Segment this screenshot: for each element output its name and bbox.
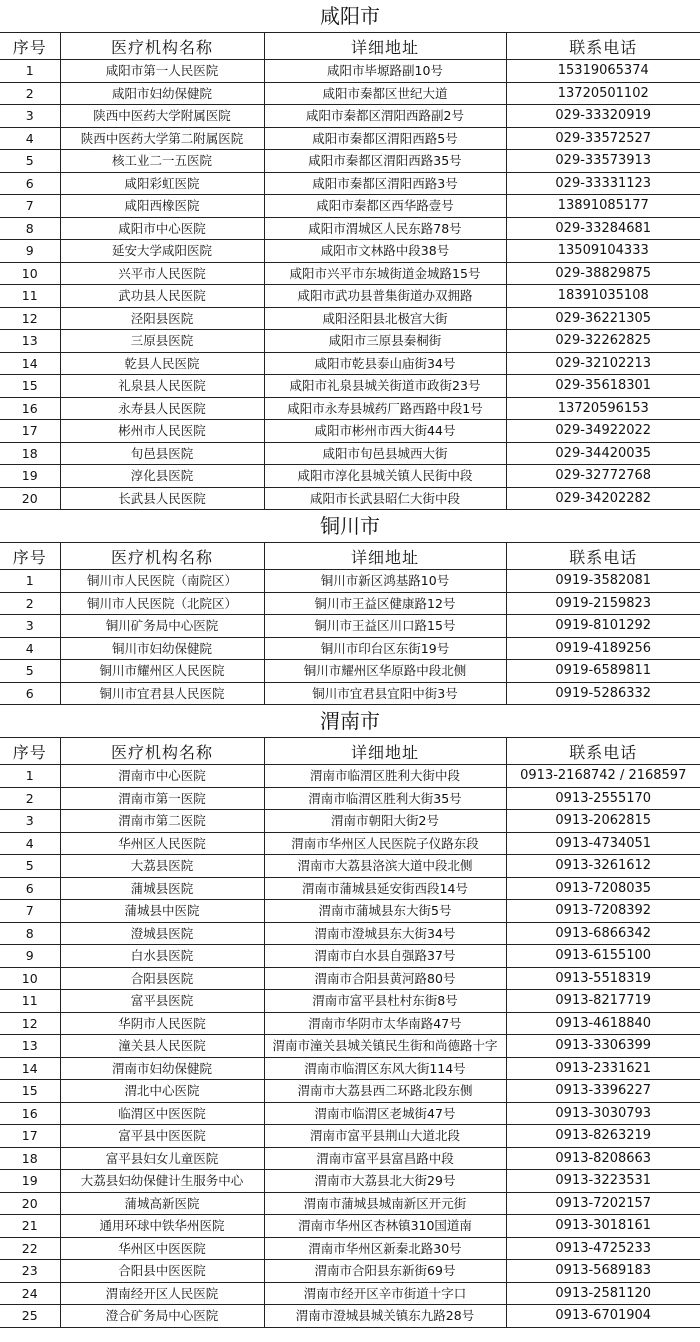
table-row [0,1057,700,1080]
cell-tel: 029-33284681 [506,217,700,240]
cell-tel: 029-34922022 [506,420,700,443]
cell-addr: 渭南市临渭区老城街47号 [264,1102,506,1125]
cell-name: 咸阳市中心医院 [60,217,264,240]
cell-tel: 13509104333 [506,240,700,263]
cell-name: 长武县人民医院 [60,487,264,510]
cell-no: 20 [0,487,60,510]
table-row [0,1012,700,1035]
table-row [0,127,700,150]
cell-no: 7 [0,195,60,218]
cell-tel: 0913-7208035 [506,877,700,900]
cell-name: 渭南市第二医院 [60,810,264,833]
cell-name: 渭北中心医院 [60,1080,264,1103]
hospital-table [0,543,700,705]
cell-name: 渭南市第一医院 [60,787,264,810]
table-row [0,60,700,83]
cell-tel: 029-33573913 [506,150,700,173]
cell-addr: 咸阳市永寿县城药厂路西路中段1号 [264,397,506,420]
cell-addr: 咸阳市彬州市西大街44号 [264,420,506,443]
cell-addr: 渭南市蒲城县东大街5号 [264,900,506,923]
header-row [0,738,700,765]
cell-name: 铜川市人民医院（南院区） [60,570,264,593]
cell-tel: 0913-2555170 [506,787,700,810]
column-header-no: 序号 [0,738,60,765]
cell-name: 泾阳县医院 [60,307,264,330]
cell-tel: 0913-3396227 [506,1080,700,1103]
cell-tel: 0913-8208663 [506,1147,700,1170]
cell-addr: 咸阳市秦都区渭阳西路35号 [264,150,506,173]
table-row [0,1035,700,1058]
cell-no: 17 [0,420,60,443]
cell-name: 渭南经开区人民医院 [60,1282,264,1305]
cell-addr: 渭南市华阴市太华南路47号 [264,1012,506,1035]
cell-no: 10 [0,262,60,285]
cell-tel: 029-32262825 [506,330,700,353]
cell-tel: 0913-7202157 [506,1192,700,1215]
cell-no: 2 [0,592,60,615]
column-header-tel: 联系电话 [506,33,700,60]
cell-name: 白水县医院 [60,945,264,968]
cell-addr: 咸阳市淳化县城关镇人民街中段 [264,465,506,488]
cell-no: 4 [0,637,60,660]
cell-addr: 渭南市朝阳大街2号 [264,810,506,833]
cell-tel: 029-34420035 [506,442,700,465]
cell-addr: 铜川市印台区东街19号 [264,637,506,660]
column-header-no: 序号 [0,543,60,570]
table-row [0,82,700,105]
cell-name: 合阳县医院 [60,967,264,990]
table-row [0,1282,700,1305]
cell-tel: 0913-6155100 [506,945,700,968]
column-header-addr: 详细地址 [264,33,506,60]
cell-no: 24 [0,1282,60,1305]
table-row [0,810,700,833]
cell-tel: 18391035108 [506,285,700,308]
cell-tel: 13720501102 [506,82,700,105]
cell-tel: 13891085177 [506,195,700,218]
cell-no: 14 [0,1057,60,1080]
table-row [0,967,700,990]
cell-name: 永寿县人民医院 [60,397,264,420]
cell-name: 大荔县妇幼保健计生服务中心 [60,1170,264,1193]
table-row [0,217,700,240]
table-row [0,285,700,308]
cell-tel: 0913-4618840 [506,1012,700,1035]
cell-no: 8 [0,922,60,945]
cell-no: 20 [0,1192,60,1215]
cell-addr: 渭南市华州区人民医院子仪路东段 [264,832,506,855]
table-row [0,855,700,878]
table-row [0,1260,700,1283]
table-row [0,1125,700,1148]
table-row [0,420,700,443]
column-header-addr: 详细地址 [264,543,506,570]
table-row [0,262,700,285]
cell-tel: 0919-4189256 [506,637,700,660]
table-row [0,682,700,705]
cell-addr: 咸阳市秦都区渭阳西路5号 [264,127,506,150]
cell-tel: 0913-3261612 [506,855,700,878]
cell-no: 1 [0,570,60,593]
header-row [0,543,700,570]
cell-tel: 0913-3030793 [506,1102,700,1125]
cell-name: 澄合矿务局中心医院 [60,1305,264,1328]
cell-name: 乾县人民医院 [60,352,264,375]
table-row [0,877,700,900]
cell-name: 淳化县医院 [60,465,264,488]
cell-no: 3 [0,615,60,638]
cell-no: 18 [0,442,60,465]
cell-name: 铜川矿务局中心医院 [60,615,264,638]
cell-addr: 铜川市王益区健康路12号 [264,592,506,615]
table-row [0,105,700,128]
table-row [0,660,700,683]
cell-tel: 0913-8263219 [506,1125,700,1148]
cell-addr: 咸阳市秦都区西华路壹号 [264,195,506,218]
cell-addr: 渭南市大荔县北大街29号 [264,1170,506,1193]
column-header-name: 医疗机构名称 [60,33,264,60]
cell-no: 13 [0,1035,60,1058]
cell-no: 16 [0,1102,60,1125]
cell-name: 延安大学咸阳医院 [60,240,264,263]
cell-name: 富平县中医医院 [60,1125,264,1148]
cell-no: 11 [0,285,60,308]
cell-no: 4 [0,832,60,855]
table-row [0,900,700,923]
cell-name: 富平县医院 [60,990,264,1013]
cell-addr: 铜川市耀州区华原路中段北侧 [264,660,506,683]
cell-tel: 0913-8217719 [506,990,700,1013]
cell-addr: 咸阳市三原县秦桐街 [264,330,506,353]
cell-name: 通用环球中铁华州医院 [60,1215,264,1238]
table-row [0,1170,700,1193]
cell-name: 华州区人民医院 [60,832,264,855]
cell-tel: 15319065374 [506,60,700,83]
cell-addr: 渭南市临渭区胜利大街中段 [264,765,506,788]
hospital-table [0,738,700,1328]
cell-no: 15 [0,375,60,398]
table-row [0,615,700,638]
city-section [0,705,700,1328]
cell-tel: 13720596153 [506,397,700,420]
cell-name: 蒲城县中医院 [60,900,264,923]
cell-addr: 渭南市蒲城县城南新区开元街 [264,1192,506,1215]
cell-addr: 咸阳市乾县泰山庙街34号 [264,352,506,375]
cell-name: 铜川市人民医院（北院区） [60,592,264,615]
cell-name: 核工业二一五医院 [60,150,264,173]
cell-addr: 渭南市合阳县东新街69号 [264,1260,506,1283]
cell-no: 7 [0,900,60,923]
cell-no: 18 [0,1147,60,1170]
cell-name: 武功县人民医院 [60,285,264,308]
cell-addr: 渭南市华州区杏林镇310国道南 [264,1215,506,1238]
cell-no: 9 [0,240,60,263]
cell-tel: 029-33572527 [506,127,700,150]
cell-tel: 029-34202282 [506,487,700,510]
cell-tel: 029-33320919 [506,105,700,128]
cell-name: 兴平市人民医院 [60,262,264,285]
table-row [0,1192,700,1215]
cell-tel: 0913-5518319 [506,967,700,990]
cell-no: 21 [0,1215,60,1238]
cell-tel: 0913-5689183 [506,1260,700,1283]
table-row [0,195,700,218]
cell-tel: 029-35618301 [506,375,700,398]
table-row [0,465,700,488]
cell-tel: 029-33331123 [506,172,700,195]
table-row [0,922,700,945]
cell-name: 三原县医院 [60,330,264,353]
cell-name: 富平县妇女儿童医院 [60,1147,264,1170]
table-row [0,1237,700,1260]
cell-name: 铜川市耀州区人民医院 [60,660,264,683]
cell-addr: 渭南市大荔县洛滨大道中段北侧 [264,855,506,878]
cell-tel: 0919-5286332 [506,682,700,705]
table-row [0,397,700,420]
cell-no: 19 [0,465,60,488]
cell-addr: 渭南市临渭区东风大街114号 [264,1057,506,1080]
cell-no: 5 [0,855,60,878]
cell-addr: 咸阳市秦都区渭阳西路副2号 [264,105,506,128]
cell-name: 铜川市妇幼保健院 [60,637,264,660]
cell-no: 1 [0,765,60,788]
cell-no: 15 [0,1080,60,1103]
table-row [0,172,700,195]
cell-addr: 渭南市澄城县东大街34号 [264,922,506,945]
cell-addr: 渭南市澄城县城关镇东九路28号 [264,1305,506,1328]
cell-no: 17 [0,1125,60,1148]
cell-addr: 渭南市富平县荆山大道北段 [264,1125,506,1148]
cell-addr: 渭南市华州区新秦北路30号 [264,1237,506,1260]
cell-no: 11 [0,990,60,1013]
cell-addr: 铜川市宜君县宜阳中街3号 [264,682,506,705]
cell-addr: 渭南市富平县杜村东街8号 [264,990,506,1013]
cell-no: 16 [0,397,60,420]
cell-addr: 咸阳市秦都区渭阳西路3号 [264,172,506,195]
cell-tel: 0913-4734051 [506,832,700,855]
table-row [0,150,700,173]
cell-no: 3 [0,105,60,128]
cell-addr: 铜川市新区鸿基路10号 [264,570,506,593]
column-header-name: 医疗机构名称 [60,543,264,570]
cell-no: 5 [0,150,60,173]
cell-no: 25 [0,1305,60,1328]
cell-no: 2 [0,82,60,105]
table-row [0,832,700,855]
cell-tel: 0913-3306399 [506,1035,700,1058]
table-row [0,637,700,660]
cell-tel: 0913-2331621 [506,1057,700,1080]
table-row [0,592,700,615]
table-row [0,307,700,330]
cell-name: 咸阳西橡医院 [60,195,264,218]
table-row [0,787,700,810]
table-row [0,330,700,353]
city-section [0,0,700,510]
cell-no: 23 [0,1260,60,1283]
cell-name: 合阳县中医医院 [60,1260,264,1283]
table-row [0,240,700,263]
cell-addr: 咸阳市毕塬路副10号 [264,60,506,83]
cell-addr: 渭南市经开区辛市街道十字口 [264,1282,506,1305]
cell-addr: 渭南市潼关县城关镇民生街和尚德路十字 [264,1035,506,1058]
cell-name: 旬邑县医院 [60,442,264,465]
cell-no: 3 [0,810,60,833]
table-row [0,570,700,593]
cell-name: 潼关县人民医院 [60,1035,264,1058]
table-row [0,1305,700,1328]
cell-tel: 0913-2062815 [506,810,700,833]
hospital-table [0,33,700,510]
cell-addr: 渭南市富平县富昌路中段 [264,1147,506,1170]
cell-tel: 0913-4725233 [506,1237,700,1260]
cell-name: 临渭区中医医院 [60,1102,264,1125]
cell-tel: 029-36221305 [506,307,700,330]
cell-name: 华州区中医医院 [60,1237,264,1260]
column-header-tel: 联系电话 [506,738,700,765]
header-row [0,33,700,60]
cell-name: 华阴市人民医院 [60,1012,264,1035]
cell-tel: 0913-3018161 [506,1215,700,1238]
cell-addr: 渭南市大荔县西二环路北段东侧 [264,1080,506,1103]
cell-name: 澄城县医院 [60,922,264,945]
cell-addr: 渭南市合阳县黄河路80号 [264,967,506,990]
cell-no: 12 [0,307,60,330]
cell-addr: 咸阳市秦都区世纪大道 [264,82,506,105]
cell-tel: 029-32772768 [506,465,700,488]
cell-name: 彬州市人民医院 [60,420,264,443]
cell-no: 12 [0,1012,60,1035]
cell-no: 19 [0,1170,60,1193]
cell-no: 1 [0,60,60,83]
cell-no: 14 [0,352,60,375]
table-row [0,990,700,1013]
cell-name: 咸阳市第一人民医院 [60,60,264,83]
cell-addr: 咸阳市渭城区人民东路78号 [264,217,506,240]
table-row [0,375,700,398]
cell-addr: 咸阳泾阳县北极宫大街 [264,307,506,330]
city-section [0,510,700,705]
cell-addr: 渭南市临渭区胜利大街35号 [264,787,506,810]
cell-name: 大荔县医院 [60,855,264,878]
column-header-tel: 联系电话 [506,543,700,570]
section-title: 咸阳市 [0,0,700,33]
cell-no: 10 [0,967,60,990]
cell-no: 8 [0,217,60,240]
cell-no: 2 [0,787,60,810]
table-row [0,1215,700,1238]
cell-tel: 029-32102213 [506,352,700,375]
section-title: 铜川市 [0,510,700,543]
cell-addr: 渭南市白水县自强路37号 [264,945,506,968]
cell-no: 6 [0,172,60,195]
column-header-name: 医疗机构名称 [60,738,264,765]
cell-no: 5 [0,660,60,683]
table-row [0,352,700,375]
cell-no: 6 [0,682,60,705]
cell-addr: 咸阳市文林路中段38号 [264,240,506,263]
cell-name: 陕西中医药大学第二附属医院 [60,127,264,150]
cell-name: 咸阳彩虹医院 [60,172,264,195]
cell-tel: 0913-2581120 [506,1282,700,1305]
cell-tel: 0919-2159823 [506,592,700,615]
table-row [0,945,700,968]
cell-tel: 029-38829875 [506,262,700,285]
cell-tel: 0913-2168742 / 2168597 [506,765,700,788]
cell-addr: 铜川市王益区川口路15号 [264,615,506,638]
cell-no: 6 [0,877,60,900]
cell-no: 22 [0,1237,60,1260]
cell-addr: 渭南市蒲城县延安街西段14号 [264,877,506,900]
table-row [0,1147,700,1170]
cell-tel: 0913-6866342 [506,922,700,945]
cell-addr: 咸阳市武功县普集街道办双拥路 [264,285,506,308]
column-header-addr: 详细地址 [264,738,506,765]
table-row [0,1102,700,1125]
table-row [0,487,700,510]
section-title: 渭南市 [0,705,700,738]
cell-tel: 0913-7208392 [506,900,700,923]
cell-name: 铜川市宜君县人民医院 [60,682,264,705]
cell-name: 蒲城县医院 [60,877,264,900]
cell-tel: 0913-3223531 [506,1170,700,1193]
cell-name: 蒲城高新医院 [60,1192,264,1215]
cell-addr: 咸阳市兴平市东城街道金城路15号 [264,262,506,285]
column-header-no: 序号 [0,33,60,60]
cell-name: 陕西中医药大学附属医院 [60,105,264,128]
table-row [0,765,700,788]
cell-tel: 0919-3582081 [506,570,700,593]
cell-name: 渭南市中心医院 [60,765,264,788]
cell-tel: 0919-6589811 [506,660,700,683]
cell-no: 9 [0,945,60,968]
cell-name: 咸阳市妇幼保健院 [60,82,264,105]
table-row [0,442,700,465]
cell-no: 13 [0,330,60,353]
cell-no: 4 [0,127,60,150]
cell-addr: 咸阳市旬邑县城西大街 [264,442,506,465]
cell-tel: 0919-8101292 [506,615,700,638]
cell-addr: 咸阳市长武县昭仁大街中段 [264,487,506,510]
table-row [0,1080,700,1103]
cell-name: 渭南市妇幼保健院 [60,1057,264,1080]
cell-addr: 咸阳市礼泉县城关街道市政街23号 [264,375,506,398]
cell-name: 礼泉县人民医院 [60,375,264,398]
cell-tel: 0913-6701904 [506,1305,700,1328]
